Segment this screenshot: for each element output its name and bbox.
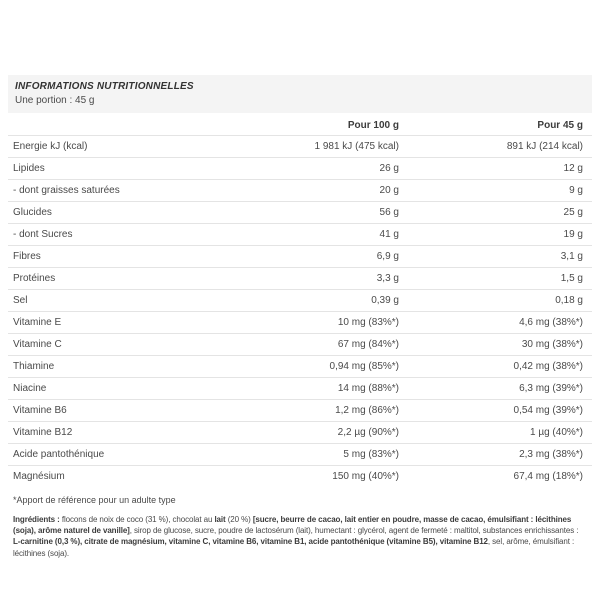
portion-size: Une portion : 45 g: [15, 95, 95, 106]
ingredient-segment: flocons de noix de coco (31 %), chocolat au: [59, 515, 215, 524]
value-per-100g: 41 g: [379, 229, 399, 240]
ingredient-segment-bold: L-carnitine (0,3 %), citrate de magnésium, vitamine C, vitamine B6, vitamine B1, acide pantothénique (vitamine B5), vitamine B12: [13, 537, 488, 547]
ingredient-segment: , sel, arôme, émulsifiant : lécithines (soja).: [13, 537, 575, 558]
nutrition-row: [8, 312, 592, 334]
value-per-45g: 30 mg (38%*): [521, 339, 583, 350]
value-per-100g: 0,94 mg (85%*): [329, 361, 399, 372]
value-per-45g: 4,6 mg (38%*): [519, 317, 583, 328]
ingredients-text: [8, 514, 592, 559]
ingredient-segment: , sirop de glucose, sucre, poudre de lactosérum (lait), humectant : glycérol, agent de fermeté : maltitol, substances enrichissantes :: [129, 526, 579, 536]
value-per-100g: 3,3 g: [376, 273, 399, 284]
value-per-100g: 6,9 g: [376, 251, 399, 262]
nutrition-row: [8, 334, 592, 356]
nutrition-title: INFORMATIONS NUTRITIONNELLES: [15, 81, 194, 92]
value-per-100g: 56 g: [379, 207, 399, 218]
value-per-100g: 20 g: [379, 185, 399, 196]
ingredient-segment-bold: lait: [214, 515, 226, 524]
nutrition-row: [8, 246, 592, 268]
nutrient-label: Vitamine E: [13, 317, 62, 328]
nutrition-row: [8, 400, 592, 422]
value-per-45g: 1,5 g: [560, 273, 583, 284]
nutrient-label: - dont graisses saturées: [13, 185, 120, 196]
value-per-45g: 19 g: [563, 229, 583, 240]
nutrient-label: Vitamine C: [13, 339, 62, 350]
nutrition-row: [8, 202, 592, 224]
nutrition-row: [8, 158, 592, 180]
value-per-45g: 1 µg (40%*): [529, 427, 583, 438]
nutrient-label: Lipides: [13, 163, 45, 174]
nutrient-label: Vitamine B12: [13, 427, 73, 438]
table-header-row: [8, 115, 592, 136]
nutrient-label: Thiamine: [13, 361, 55, 372]
value-per-100g: 2,2 µg (90%*): [337, 427, 399, 438]
value-per-45g: 2,3 mg (38%*): [519, 449, 583, 460]
nutrition-table: [8, 115, 592, 487]
reference-footnote: *Apport de référence pour un adulte type: [13, 495, 176, 505]
nutrient-label: Protéines: [13, 273, 56, 284]
nutrient-label: Energie kJ (kcal): [13, 141, 88, 152]
nutrition-row: [8, 356, 592, 378]
nutrient-label: Fibres: [13, 251, 41, 262]
value-per-100g: 0,39 g: [371, 295, 399, 306]
value-per-100g: 14 mg (88%*): [337, 383, 399, 394]
value-per-45g: 3,1 g: [560, 251, 583, 262]
nutrient-label: - dont Sucres: [13, 229, 73, 240]
column-header-per-100g: Pour 100 g: [347, 119, 399, 131]
ingredient-segment-bold: [sucre, beurre de cacao, lait entier en poudre, masse de cacao, émulsifiant : lécithines (soja), arôme naturel de vanille]: [13, 515, 572, 536]
table-body: [8, 136, 592, 487]
value-per-45g: 0,54 mg (39%*): [513, 405, 583, 416]
value-per-100g: 10 mg (83%*): [337, 317, 399, 328]
nutrient-label: Sel: [13, 295, 28, 306]
column-header-per-45g: Pour 45 g: [537, 119, 583, 131]
value-per-100g: 5 mg (83%*): [343, 449, 399, 460]
value-per-100g: 1,2 mg (86%*): [335, 405, 399, 416]
nutrition-row: [8, 268, 592, 290]
nutrition-row: [8, 180, 592, 202]
value-per-45g: 25 g: [563, 207, 583, 218]
value-per-45g: 0,18 g: [555, 295, 583, 306]
nutrient-label: Vitamine B6: [13, 405, 67, 416]
value-per-45g: 9 g: [569, 185, 583, 196]
value-per-100g: 67 mg (84%*): [337, 339, 399, 350]
value-per-45g: 67,4 mg (18%*): [513, 471, 583, 482]
nutrient-label: Niacine: [13, 383, 47, 394]
nutrient-label: Acide pantothénique: [13, 449, 105, 460]
value-per-45g: 6,3 mg (39%*): [519, 383, 583, 394]
ingredient-segment-bold: Ingrédients :: [13, 515, 60, 524]
nutrition-row: [8, 290, 592, 312]
value-per-100g: 26 g: [379, 163, 399, 174]
nutrition-header-band: [8, 75, 592, 113]
nutrition-row: [8, 136, 592, 158]
value-per-100g: 1 981 kJ (475 kcal): [314, 141, 399, 152]
nutrient-label: Magnésium: [13, 471, 65, 482]
nutrition-row: [8, 378, 592, 400]
value-per-45g: 0,42 mg (38%*): [513, 361, 583, 372]
value-per-45g: 891 kJ (214 kcal): [506, 141, 583, 152]
nutrient-label: Glucides: [13, 207, 52, 218]
nutrition-row: [8, 444, 592, 466]
nutrition-row: [8, 466, 592, 487]
ingredient-segment: (20 %): [225, 515, 253, 524]
nutrition-row: [8, 422, 592, 444]
nutrition-row: [8, 224, 592, 246]
value-per-45g: 12 g: [563, 163, 583, 174]
value-per-100g: 150 mg (40%*): [332, 471, 399, 482]
